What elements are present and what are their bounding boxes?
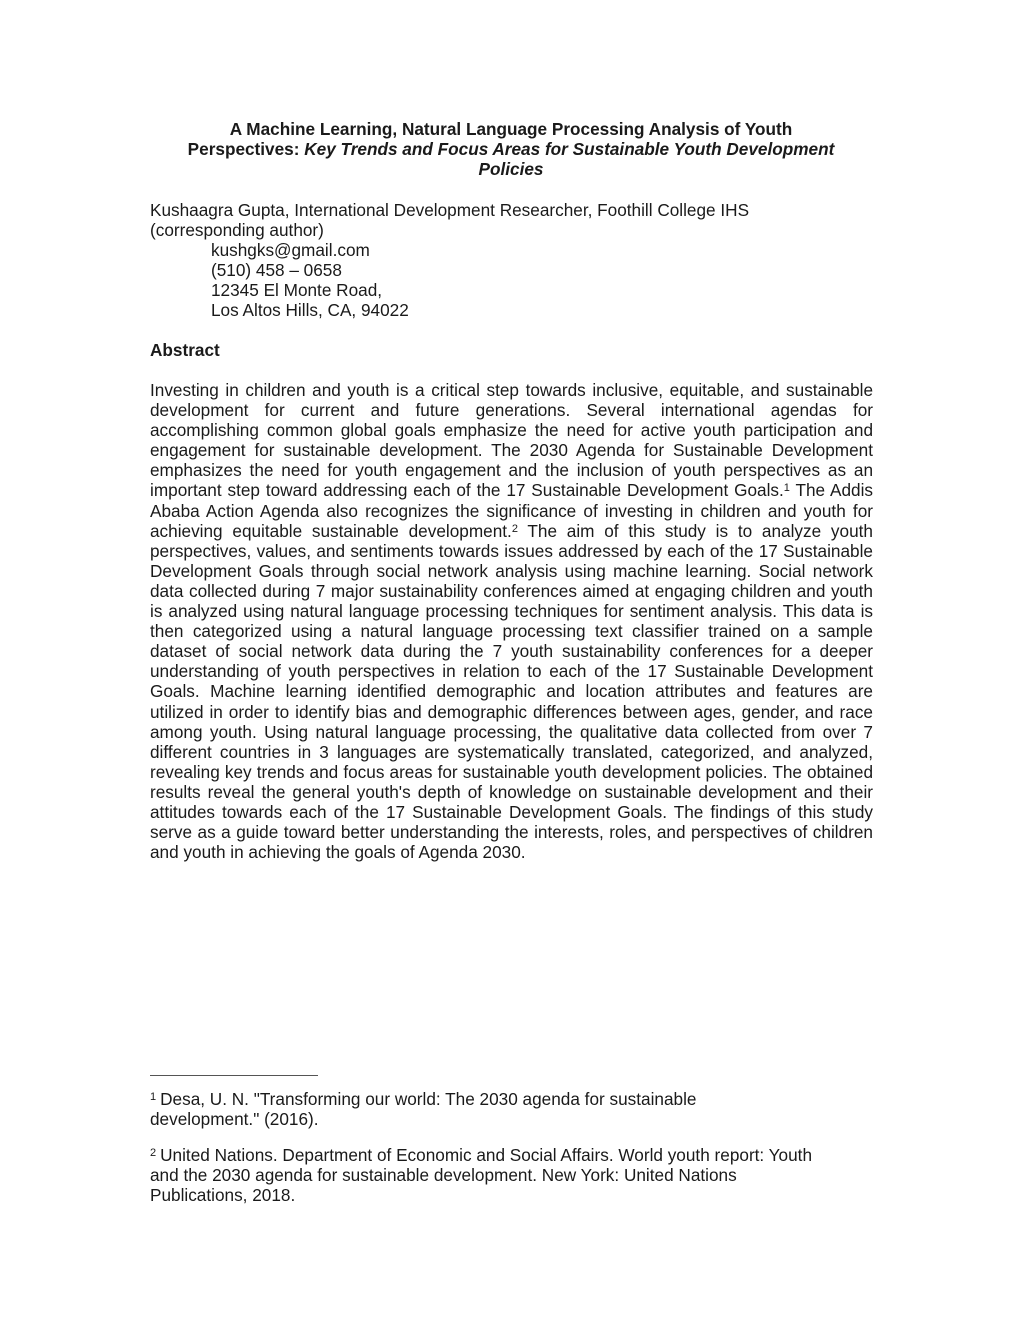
- title-line-3: Policies: [478, 159, 544, 179]
- title-line-1: A Machine Learning, Natural Language Processing Analysis of Youth: [229, 119, 793, 139]
- footnote-1-line-2: development." (2016).: [150, 1108, 319, 1129]
- author-email: kushgks@gmail.com: [211, 240, 370, 260]
- footnote-ref-1[interactable]: 1: [783, 482, 790, 495]
- footnote-2-line-3: Publications, 2018.: [150, 1184, 296, 1205]
- abstract-body: [150, 380, 873, 862]
- title-line-2: [150, 139, 872, 159]
- title-subtitle: Key Trends and Focus Areas for Sustainable Youth Development: [304, 139, 835, 159]
- author-note: (corresponding author): [150, 220, 324, 240]
- title-prefix: Perspectives:: [187, 139, 305, 159]
- footnote-2-mark: 2: [150, 1147, 157, 1159]
- author-block: [150, 200, 872, 320]
- footnote-2: [150, 1143, 872, 1205]
- footnote-divider: [150, 1075, 318, 1076]
- abstract-part-1: Investing in children and youth is a critical step towards inclusive, equitable, and sustainable development for current and future generations. Several international agendas for accomplishing common global goals emphasize the need for active youth participation and engagement for sustainable development. The 2030 Agenda for Sustainable Development emphasizes the need for youth engagement and the inclusion of youth perspectives as an important step toward addressing each of the 17 Sustainable Development Goals.: [150, 380, 873, 501]
- author-line: Kushaagra Gupta, International Development Researcher, Foothill College IHS: [150, 200, 750, 220]
- abstract-part-3: The aim of this study is to analyze youth perspectives, values, and sentiments towards issues addressed by each of the 17 Sustainable Development Goals through social network analysis using machine learning. Social network data collected during 7 major sustainability conferences aimed at engaging children and youth is analyzed using natural language processing techniques for sentiment analysis. This data is then categorized using a natural language processing text classifier trained on a sample dataset of social network data during the 7 youth sustainability conferences for a deeper understanding of youth perspectives in relation to each of the 17 Sustainable Development Goals. Machine learning identified demographic and location attributes and features are utilized in order to identify bias and demographic differences between ages, gender, and race among youth. Using natural language processing, the qualitative data collected from over 7 different countries in 3 languages are systematically translated, categorized, and analyzed, revealing key trends and focus areas for sustainable youth development policies. The obtained results reveal the general youth's depth of knowledge on sustainable development and their attitudes towards each of the 17 Sustainable Development Goals. The findings of this study serve as a guide toward better understanding the interests, roles, and perspectives of children and youth in achieving the goals of Agenda 2030.: [150, 520, 873, 863]
- footnote-2-line-2: and the 2030 agenda for sustainable development. New York: United Nations: [150, 1164, 737, 1185]
- abstract-part-2: The Addis Ababa Action Agenda also recognizes the significance of investing in children and youth for achieving equitable sustainable development.: [150, 480, 873, 541]
- abstract-heading: Abstract: [150, 340, 220, 360]
- footnote-ref-2[interactable]: 2: [511, 522, 518, 535]
- footnote-1-mark: 1: [150, 1091, 157, 1103]
- contact-info: [150, 240, 872, 320]
- address-line-2: Los Altos Hills, CA, 94022: [211, 300, 409, 320]
- footnote-1-line-1: Desa, U. N. "Transforming our world: The 2030 agenda for sustainable: [160, 1088, 697, 1109]
- footnote-2-line-1: United Nations. Department of Economic and Social Affairs. World youth report: Youth: [160, 1144, 813, 1165]
- address-line-1: 12345 El Monte Road,: [211, 280, 383, 300]
- paper-title: [150, 119, 872, 179]
- author-phone: (510) 458 – 0658: [211, 260, 342, 280]
- footnote-1: [150, 1087, 872, 1129]
